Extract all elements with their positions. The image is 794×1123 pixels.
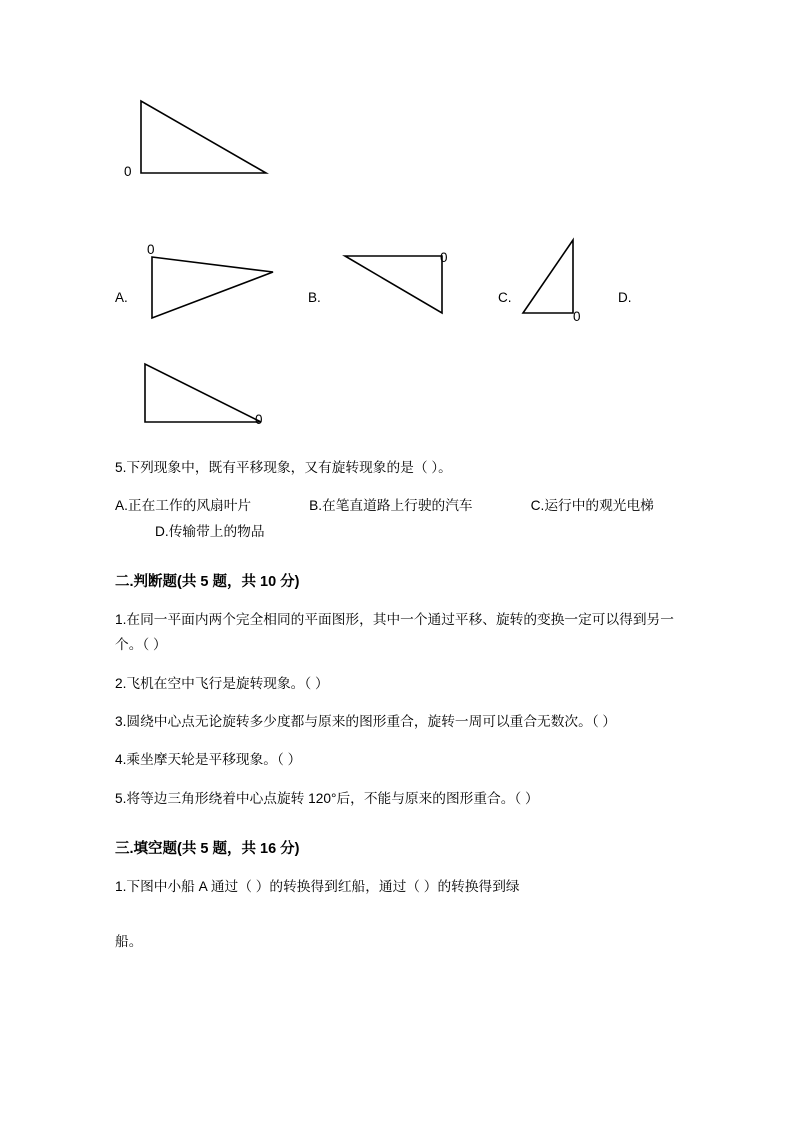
section-3-item-1-line-1: 1.下图中小船 A 通过（ ）的转换得到红船，通过（ ）的转换得到绿 [115,879,520,895]
page-content [115,60,680,968]
zero-marker-option-a: 0 [147,242,155,257]
question-5-stem: 5.下列现象中，既有平移现象，又有旋转现象的是（ ）。 [115,460,452,475]
section-3-title: 三.填空题(共 5 题，共 16 分) [115,841,300,858]
section-2-item-4: 4.乘坐摩天轮是平移现象。（ ） [115,752,302,768]
section-2-item-1: 1.在同一平面内两个完全相同的平面图形，其中一个通过平移、旋转的变换一定可以得到另一个。（ ） [115,612,674,653]
section-2-title: 二.判断题(共 5 题，共 10 分) [115,574,300,591]
section-2-item-5: 5.将等边三角形绕着中心点旋转 120°后，不能与原来的图形重合。（ ） [115,790,539,806]
section-3-item-1-line-2: 船。 [115,934,143,950]
question-5-choice-b[interactable]: B.在笔直道路上行驶的汽车 [309,498,473,514]
zero-marker-reference: 0 [124,164,132,179]
option-label-b[interactable]: B. [308,290,321,305]
section-2-item-3: 3.圆绕中心点无论旋转多少度都与原来的图形重合，旋转一周可以重合无数次。（ ） [115,714,617,730]
option-label-d[interactable]: D. [618,290,632,305]
option-label-a[interactable]: A. [115,290,128,305]
figure-block [115,60,680,455]
question-5-choice-d[interactable]: D.传输带上的物品 [155,523,265,539]
reference-triangle [115,60,680,455]
zero-marker-option-b: 0 [440,250,448,265]
zero-marker-option-c: 0 [573,309,581,324]
question-5-choice-c[interactable]: C.运行中的观光电梯 [530,498,654,514]
option-label-c[interactable]: C. [498,290,512,305]
section-2-item-2: 2.飞机在空中飞行是旋转现象。（ ） [115,675,329,691]
zero-marker-option-d: 0 [255,412,263,427]
question-5-choice-a[interactable]: A.正在工作的风扇叶片 [115,498,252,514]
question-5-choices [115,493,680,544]
